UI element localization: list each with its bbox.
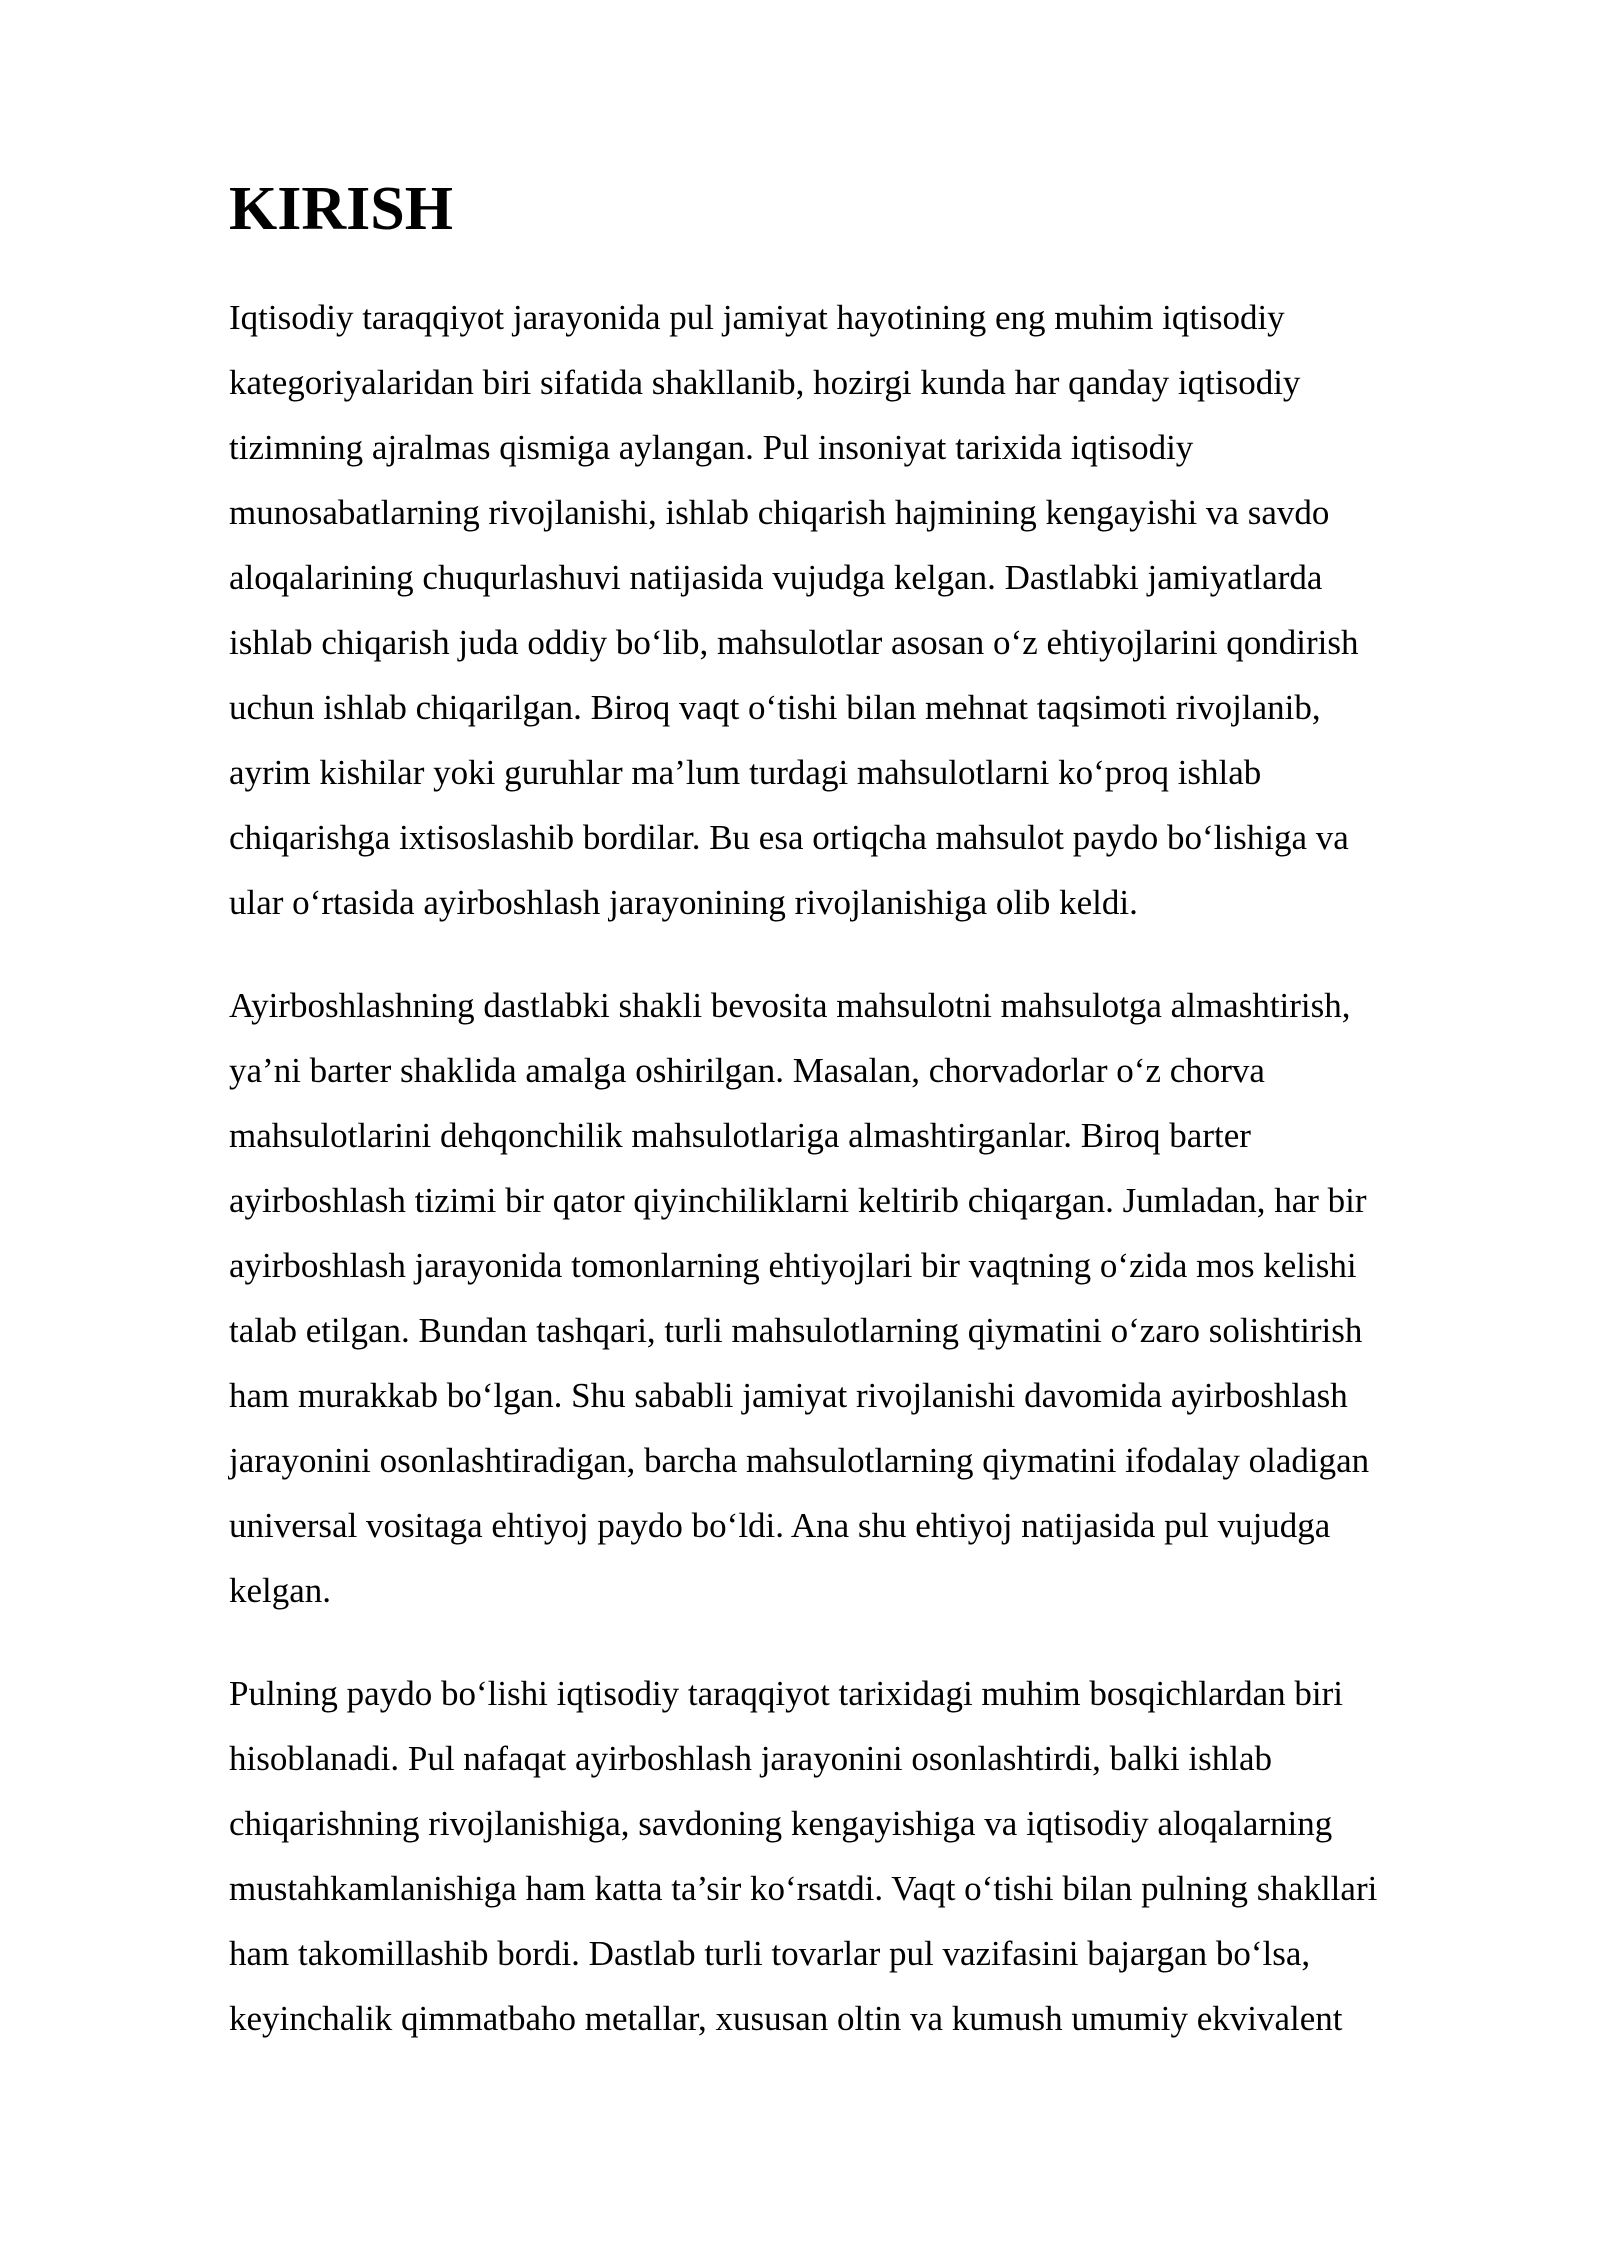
paragraph-1: Iqtisodiy taraqqiyot jarayonida pul jamiyat hayotining eng muhim iqtisodiy kategoriyalaridan biri sifatida shakllanib, hozirgi kunda har qanday iqtisodiy tizimning ajralmas qismiga aylangan. Pul insoniyat tarixida iqtisodiy munosabatlarning rivojlanishi, ishlab chiqarish hajmining kengayishi va savdo aloqalarining chuqurlashuvi natijasida vujudga kelgan. Dastlabki jamiyatlarda ishlab chiqarish juda oddiy bo‘lib, mahsulotlar asosan o‘z ehtiyojlarini qondirish uchun ishlab chiqarilgan. Biroq vaqt o‘tishi bilan mehnat taqsimoti rivojlanib, ayrim kishilar yoki guruhlar ma’lum turdagi mahsulotlarni ko‘proq ishlab chiqarishga ixtisoslashib bordilar. Bu esa ortiqcha mahsulot paydo bo‘lishiga va ular o‘rtasida ayirboshlash jarayonining rivojlanishiga olib keldi. <box>229 298 1359 922</box>
page-title: KIRISH <box>229 175 453 243</box>
paragraph-2: Ayirboshlashning dastlabki shakli bevosita mahsulotni mahsulotga almashtirish, ya’ni barter shaklida amalga oshirilgan. Masalan, chorvadorlar o‘z chorva mahsulotlarini dehqonchilik mahsulotlariga almashtirganlar. Biroq barter ayirboshlash tizimi bir qator qiyinchiliklarni keltirib chiqargan. Jumladan, har bir ayirboshlash jarayonida tomonlarning ehtiyojlari bir vaqtning o‘zida mos kelishi talab etilgan. Bundan tashqari, turli mahsulotlarning qiymatini o‘zaro solishtirish ham murakkab bo‘lgan. Shu sababli jamiyat rivojlanishi davomida ayirboshlash jarayonini osonlashtiradigan, barcha mahsulotlarning qiymatini ifodalay oladigan universal vositaga ehtiyoj paydo bo‘ldi. Ana shu ehtiyoj natijasida pul vujudga kelgan. <box>229 986 1370 1610</box>
document-body <box>229 165 1484 2051</box>
paragraph-3: Pulning paydo bo‘lishi iqtisodiy taraqqiyot tarixidagi muhim bosqichlardan biri hisoblanadi. Pul nafaqat ayirboshlash jarayonini osonlashtirdi, balki ishlab chiqarishning rivojlanishiga, savdoning kengayishiga va iqtisodiy aloqalarning mustahkamlanishiga ham katta ta’sir ko‘rsatdi. Vaqt o‘tishi bilan pulning shakllari ham takomillashib bordi. Dastlab turli tovarlar pul vazifasini bajargan bo‘lsa, keyinchalik qimmatbaho metallar, xususan oltin va kumush umumiy ekvivalent <box>229 1674 1378 2038</box>
